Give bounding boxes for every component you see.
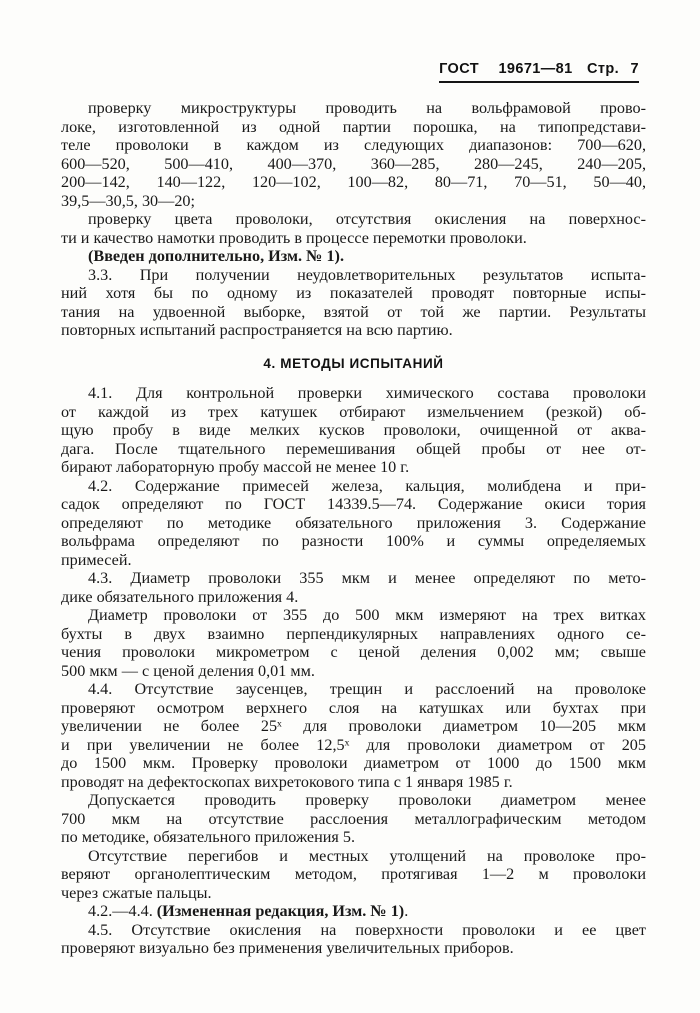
text-line: щую пробу в виде мелких кусков проволоки, очищенной от аква- bbox=[61, 421, 646, 439]
standard-number: 19671—81 bbox=[498, 61, 573, 77]
para-microstructure-check bbox=[61, 99, 646, 210]
text-line: 4.4. Отсутствие заусенцев, трещин и расслоений на проволоке bbox=[88, 680, 646, 698]
text-line: примесей. bbox=[61, 550, 132, 569]
para-4-5 bbox=[61, 921, 646, 958]
page-number: 7 bbox=[630, 61, 639, 77]
text-line: ти и качество намотки проводить в процессе перемотки проволоки. bbox=[61, 228, 527, 247]
text-line: бухты в двух взаимно перпендикулярных направлениях одного се- bbox=[61, 624, 646, 643]
text-line: локе, изготовленной из одной партии порошка, на типопредстави- bbox=[61, 117, 646, 136]
text-line: 500 мкм — с ценой деления 0,01 мм. bbox=[61, 661, 315, 680]
line-prefix: 4.2.—4.4. bbox=[88, 902, 157, 920]
text-line: Диаметр проволоки от 355 до 500 мкм измеряют на трех витках bbox=[88, 606, 646, 624]
text-line: по методике, обязательного приложения 5. bbox=[61, 828, 356, 846]
para-amendment-note-1 bbox=[61, 247, 646, 266]
section-heading-4 bbox=[61, 355, 646, 374]
page-label: Стр. bbox=[587, 61, 620, 77]
text-line bbox=[61, 902, 646, 921]
text-line: до 1500 мкм. Проверку проволоки диаметром от 1000 до 1500 мкм bbox=[61, 754, 646, 772]
text-line: 4.2. Содержание примесей железа, кальция, молибдена и при- bbox=[88, 476, 646, 495]
text-line: от каждой из трех катушек отбирают измельчением (резкой) об- bbox=[61, 402, 646, 421]
text-line: садок определяют по ГОСТ 14339.5—74. Содержание окиси тория bbox=[61, 495, 646, 513]
text-line: дике обязательного приложения 4. bbox=[61, 587, 299, 606]
para-amendment-note-2 bbox=[61, 902, 646, 921]
page-header bbox=[439, 61, 639, 83]
text-line: 4. МЕТОДЫ ИСПЫТАНИЙ bbox=[263, 355, 444, 371]
text-line: 600—520, 500—410, 400—370, 360—285, 280—245, 240—205, bbox=[61, 154, 646, 173]
para-3-3 bbox=[61, 266, 646, 340]
running-head bbox=[439, 61, 639, 83]
text-line: проверяют визуально без применения увеличительных приборов. bbox=[61, 939, 514, 957]
para-4-4-delamination bbox=[61, 791, 646, 847]
standard-label: ГОСТ bbox=[439, 61, 479, 77]
text-line: 39,5—30,5, 30—20; bbox=[61, 191, 195, 210]
text-line: чения проволоки микрометром с ценой деления 0,002 мм; свыше bbox=[61, 643, 646, 661]
text-line: веряют органолептическим методом, протягивая 1—2 м проволоки bbox=[61, 865, 646, 883]
text-line: проводят на дефектоскопах вихретокового типа с 1 января 1985 г. bbox=[61, 772, 513, 791]
text-line: проверку микроструктуры проводить на вольфрамовой прово- bbox=[88, 99, 646, 117]
text-line: вольфрама определяют по разности 100% и суммы определяемых bbox=[61, 532, 646, 550]
text-line: через сжатые пальцы. bbox=[61, 883, 212, 902]
document-body bbox=[61, 99, 646, 958]
text-line: дага. После тщательного перемешивания общей пробы от нее от- bbox=[61, 439, 646, 458]
para-4-4 bbox=[61, 680, 646, 791]
text-line: тания на удвоенной выборке, взятой от той же партии. Результаты bbox=[61, 302, 646, 321]
text-line: 700 мкм на отсутствие расслоения металлографическим методом bbox=[61, 809, 646, 828]
para-4-1 bbox=[61, 384, 646, 477]
para-4-4-bends bbox=[61, 847, 646, 903]
text-line: 200—142, 140—122, 120—102, 100—82, 80—71, 70—51, 50—40, bbox=[61, 173, 646, 191]
text-line: проверяют осмотром верхнего слоя на катушках или бухтах при bbox=[61, 698, 646, 717]
text-line: увеличении не более 25ˣ для проволоки диаметром 10—205 мкм bbox=[61, 717, 646, 735]
text-line: повторных испытаний распространяется на всю партию. bbox=[61, 321, 453, 339]
text-line: проверку цвета проволоки, отсутствия окисления на поверхнос- bbox=[88, 210, 646, 228]
text-line: и при увеличении не более 12,5ˣ для проволоки диаметром от 205 bbox=[61, 735, 646, 754]
text-line: 4.5. Отсутствие окисления на поверхности проволоки и ее цвет bbox=[88, 920, 646, 939]
para-4-3 bbox=[61, 569, 646, 606]
line-suffix: . bbox=[404, 902, 409, 920]
para-color-check bbox=[61, 210, 646, 247]
text-line: бирают лабораторную пробу массой не менее 10 г. bbox=[61, 458, 410, 476]
text-line: 4.3. Диаметр проволоки 355 мкм и менее определяют по мето- bbox=[88, 569, 646, 587]
text-line: Отсутствие перегибов и местных утолщений на проволоке про- bbox=[88, 846, 646, 865]
text-line: 4.1. Для контрольной проверки химического состава проволоки bbox=[88, 384, 646, 402]
text-line: (Введен дополнительно, Изм. № 1). bbox=[88, 247, 344, 265]
para-4-2 bbox=[61, 477, 646, 570]
text-line: определяют по методике обязательного приложения 3. Содержание bbox=[61, 513, 646, 532]
text-line: 3.3. При получении неудовлетворительных результатов испыта- bbox=[88, 265, 646, 284]
para-4-3-diameter-355-500 bbox=[61, 606, 646, 680]
text-line: ний хотя бы по одному из показателей проводят повторные испы- bbox=[61, 284, 646, 302]
line-bold-text: (Измененная редакция, Изм. № 1) bbox=[156, 902, 405, 920]
text-line: Допускается проводить проверку проволоки диаметром менее bbox=[88, 791, 646, 809]
text-line: теле проволоки в каждом из следующих диапазонов: 700—620, bbox=[61, 136, 646, 154]
